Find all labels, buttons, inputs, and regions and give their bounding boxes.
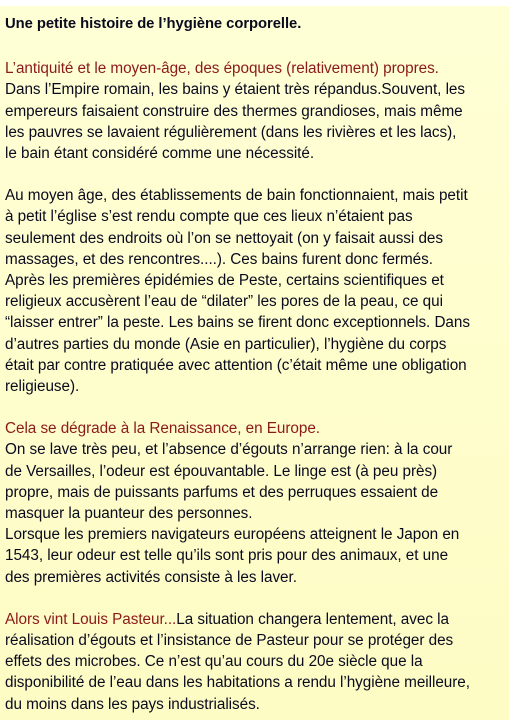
text-line: massages, et des rencontres....). Ces bains furent donc fermés. bbox=[5, 250, 433, 268]
text-line-with-heading bbox=[5, 609, 509, 630]
section-pasteur bbox=[5, 609, 509, 715]
text-line: des premières activités consiste à les laver. bbox=[5, 568, 297, 586]
page-title: Une petite histoire de l’hygiène corporelle. bbox=[5, 16, 302, 32]
section-moyen-age bbox=[5, 185, 509, 397]
section-antiquite bbox=[5, 58, 509, 164]
text-line: le bain étant considéré comme une nécessité. bbox=[5, 145, 315, 163]
text-line: Après les premières épidémies de Peste, certains scientifiques et bbox=[5, 272, 444, 290]
section-heading: L’antiquité et le moyen-âge, des époques (relativement) propres. bbox=[5, 60, 439, 78]
text-line: effets des microbes. Ce n’est qu’au cours du 20e siècle que la bbox=[5, 653, 423, 671]
text-line: du moins dans les pays industrialisés. bbox=[5, 695, 260, 713]
section-heading: Alors vint Louis Pasteur... bbox=[5, 610, 177, 628]
text-line: Dans l’Empire romain, les bains y étaient très répandus.Souvent, les bbox=[5, 81, 465, 99]
section-heading: Cela se dégrade à la Renaissance, en Europe. bbox=[5, 420, 320, 438]
text-line: propre, mais de puissants parfums et des perruques essaient de bbox=[5, 483, 439, 501]
text-line: les pauvres se lavaient régulièrement (dans les rivières et les lacs), bbox=[5, 123, 457, 141]
text-line: Lorsque les premiers navigateurs européens atteignent le Japon en bbox=[5, 526, 460, 544]
text-line: “laisser entrer” la peste. Les bains se firent donc exceptionnels. Dans bbox=[5, 314, 470, 332]
text-line: Au moyen âge, des établissements de bain fonctionnaient, mais petit bbox=[5, 187, 468, 205]
text-line: disponibilité de l’eau dans les habitations a rendu l’hygiène meilleure, bbox=[5, 674, 470, 692]
text-line: à petit l’église s’est rendu compte que ces lieux n’étaient pas bbox=[5, 208, 413, 226]
text-line: seulement des endroits où l’on se nettoyait (on y faisait aussi des bbox=[5, 229, 443, 247]
text-line: masquer la puanteur des personnes. bbox=[5, 505, 253, 523]
section-renaissance bbox=[5, 418, 509, 588]
text-line: d’autres parties du monde (Asie en particulier), l’hygiène du corps bbox=[5, 335, 447, 353]
text-line: réalisation d’égouts et l’insistance de Pasteur pour se protéger des bbox=[5, 632, 454, 650]
text-line: empereurs faisaient construire des thermes grandioses, mais même bbox=[5, 102, 463, 120]
text-line: On se lave très peu, et l’absence d’égouts n’arrange rien: à la cour bbox=[5, 441, 453, 459]
top-strip bbox=[0, 0, 509, 6]
text-line: de Versailles, l’odeur est épouvantable. Le linge est (à peu près) bbox=[5, 462, 438, 480]
text-line: était par contre pratiquée avec attention (c’était même une obligation bbox=[5, 356, 467, 374]
text-line: religieuse). bbox=[5, 378, 80, 396]
text-line: religieux accusèrent l’eau de “dilater” les pores de la peau, ce qui bbox=[5, 293, 443, 311]
text-lead: La situation changera lentement, avec la bbox=[176, 610, 449, 628]
text-line: 1543, leur odeur est telle qu’ils sont pris pour des animaux, et une bbox=[5, 547, 449, 565]
